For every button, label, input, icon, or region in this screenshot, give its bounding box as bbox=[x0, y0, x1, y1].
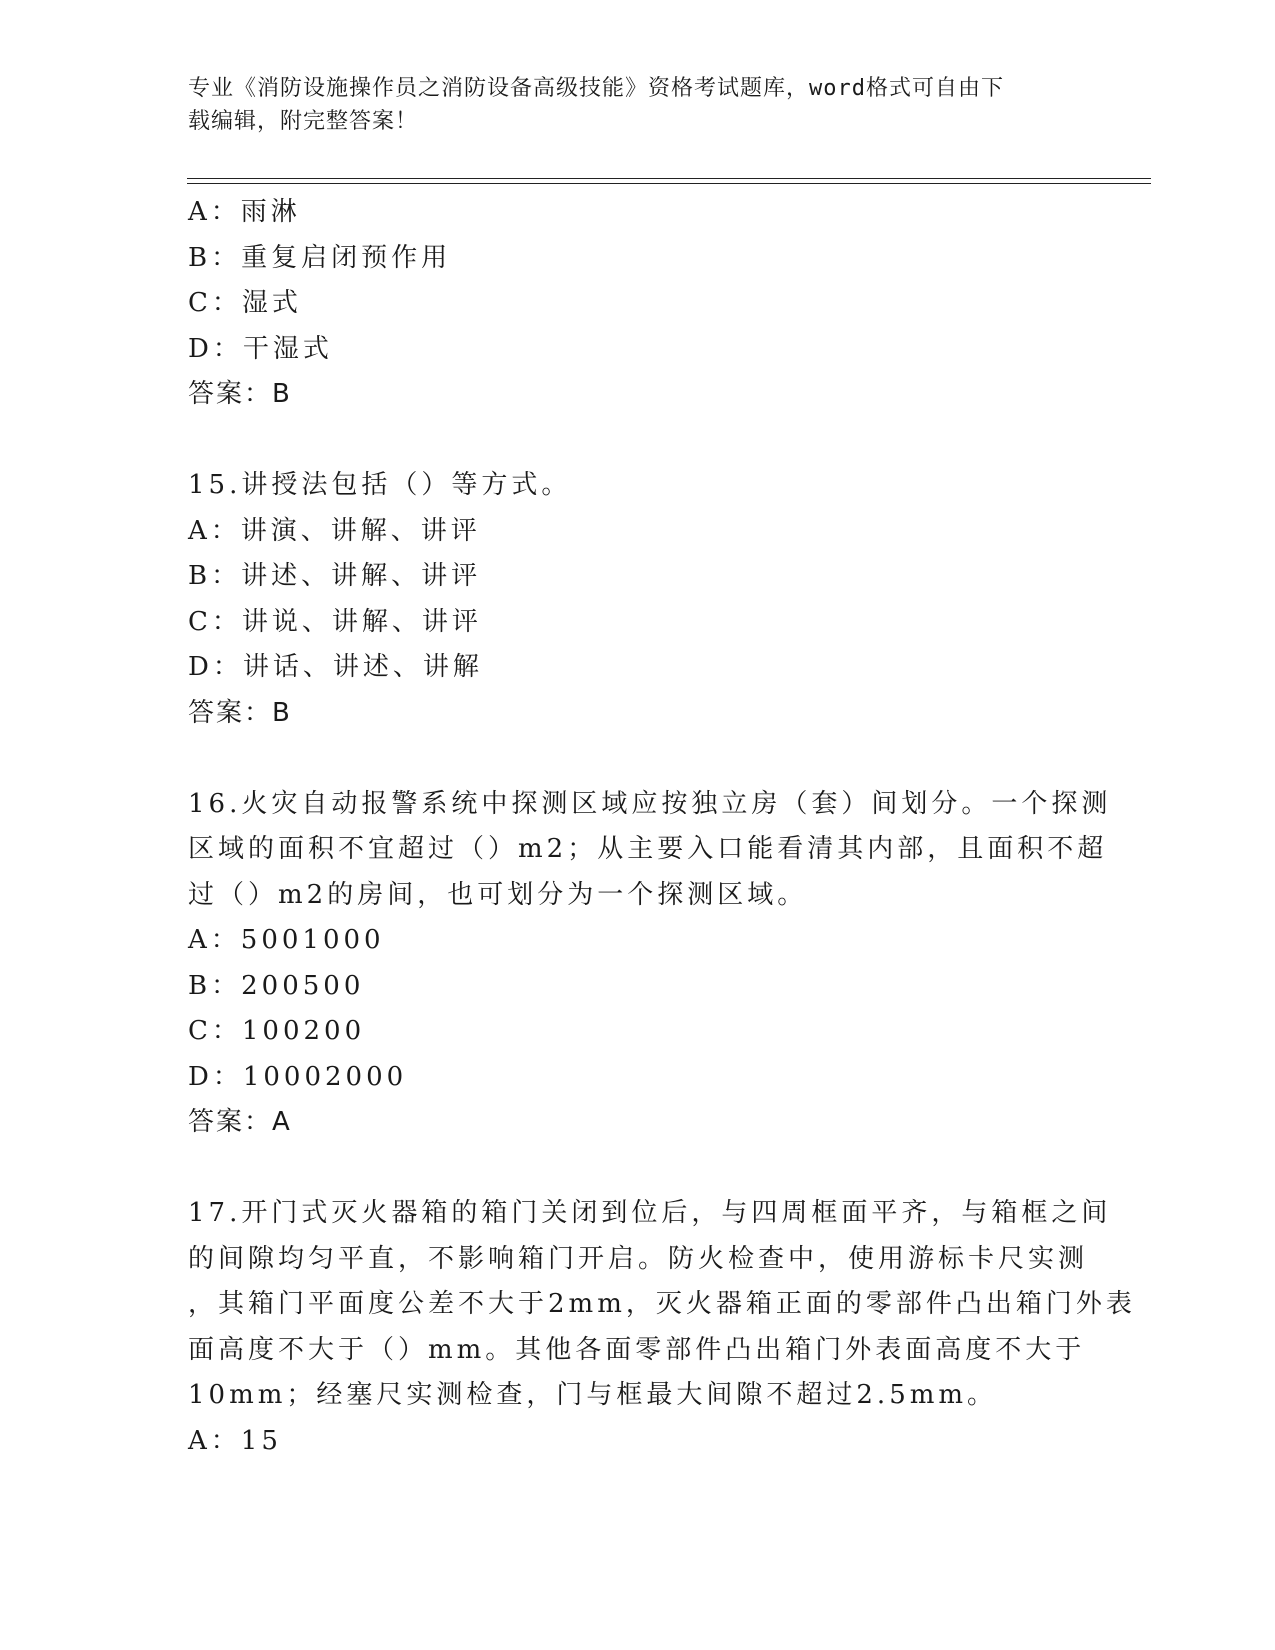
question-16 bbox=[188, 782, 1112, 1146]
question-17 bbox=[188, 1191, 1136, 1464]
option-b: B：200500 bbox=[188, 970, 365, 1001]
question-continued bbox=[188, 190, 1088, 418]
question-stem-line-3: ，其箱门平面度公差不大于2mm，灭火器箱正面的零部件凸出箱门外表 bbox=[188, 1289, 1136, 1319]
question-stem-line-1: 17.开门式灭火器箱的箱门关闭到位后，与四周框面平齐，与箱框之间 bbox=[188, 1198, 1112, 1228]
answer-line: 答案：B bbox=[188, 697, 292, 728]
answer-line: 答案：B bbox=[188, 379, 292, 409]
option-d: D：干湿式 bbox=[188, 333, 333, 364]
answer-line: 答案：A bbox=[188, 1107, 292, 1137]
question-stem-line-4: 面高度不大于（）mm。其他各面零部件凸出箱门外表面高度不大于 bbox=[188, 1334, 1086, 1365]
option-a: A：5001000 bbox=[188, 925, 385, 955]
option-b: B：讲述、讲解、讲评 bbox=[188, 561, 482, 591]
option-a: A：雨淋 bbox=[188, 197, 301, 227]
spacer bbox=[188, 1146, 1088, 1192]
option-d: D：10002000 bbox=[188, 1061, 408, 1092]
spacer bbox=[188, 736, 1088, 782]
question-stem: 15.讲授法包括（）等方式。 bbox=[188, 470, 572, 500]
question-stem-line-1: 16.火灾自动报警系统中探测区域应按独立房（套）间划分。一个探测 bbox=[188, 788, 1112, 819]
option-a: A：讲演、讲解、讲评 bbox=[188, 515, 481, 546]
option-c: C：湿式 bbox=[188, 288, 302, 318]
header-line-2: 载编辑，附完整答案！ bbox=[188, 109, 419, 134]
option-d: D：讲话、讲述、讲解 bbox=[188, 652, 483, 682]
option-c: C：100200 bbox=[188, 1016, 366, 1046]
question-stem-line-3: 过（）m2的房间，也可划分为一个探测区域。 bbox=[188, 879, 808, 910]
option-c: C：讲说、讲解、讲评 bbox=[188, 606, 482, 637]
question-stem-line-5: 10mm；经塞尺实测检查，门与框最大间隙不超过2.5mm。 bbox=[188, 1380, 998, 1410]
option-b: B：重复启闭预作用 bbox=[188, 242, 452, 273]
header-rule-bottom bbox=[187, 183, 1151, 184]
option-a: A：15 bbox=[188, 1425, 282, 1456]
question-stem-line-2: 的间隙均匀平直，不影响箱门开启。防火检查中，使用游标卡尺实测 bbox=[188, 1243, 1089, 1274]
header-line-1: 专业《消防设施操作员之消防设备高级技能》资格考试题库，word格式可自由下 bbox=[188, 76, 1004, 101]
question-stem-line-2: 区域的面积不宜超过（）m2；从主要入口能看清其内部，且面积不超 bbox=[188, 834, 1108, 864]
page-header bbox=[188, 72, 1068, 138]
header-rule-top bbox=[187, 178, 1151, 179]
question-15 bbox=[188, 463, 1088, 736]
question-list bbox=[188, 190, 1136, 1464]
spacer bbox=[188, 418, 1088, 464]
